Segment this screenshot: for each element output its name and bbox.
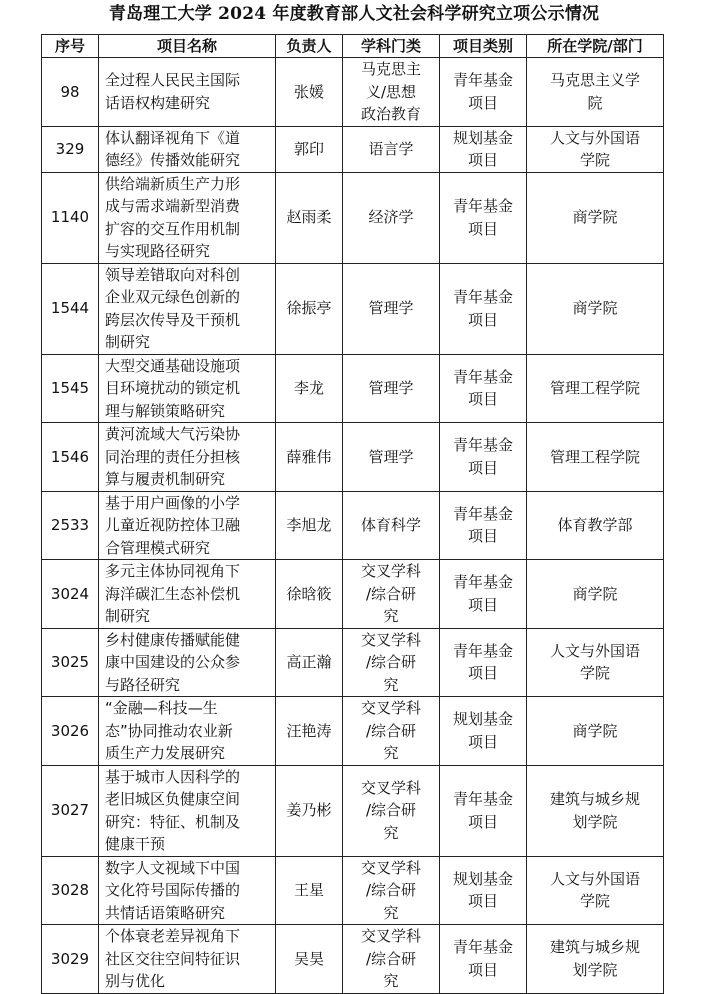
cell-project-name-line: 企业双元绿色创新的	[105, 288, 241, 306]
cell-category-line: 项目	[467, 960, 498, 979]
cell-department-line: 商学院	[572, 299, 618, 318]
cell-category-line: 规划基金	[452, 869, 513, 888]
project-table	[41, 34, 664, 994]
cell-id	[42, 925, 99, 994]
header-department: 所在学院/部门	[527, 35, 664, 58]
cell-leader-line: 郭印	[293, 139, 324, 158]
cell-category-line: 规划基金	[452, 128, 513, 147]
cell-id-line: 3029	[50, 949, 90, 968]
cell-project-name-line: 领导差错取向对科创	[105, 265, 241, 284]
cell-department-line: 划学院	[572, 960, 618, 979]
cell-discipline-line: 交叉学科	[360, 699, 421, 717]
table-row	[42, 856, 664, 925]
cell-department-line: 学院	[579, 892, 610, 911]
cell-category-line: 项目	[467, 732, 498, 751]
cell-id	[42, 263, 99, 354]
cell-discipline	[343, 263, 440, 354]
cell-id	[42, 423, 99, 492]
cell-category-line: 规划基金	[452, 710, 513, 729]
cell-category	[440, 491, 527, 560]
cell-category-line: 项目	[467, 151, 498, 169]
cell-discipline-line: 交叉学科	[360, 927, 421, 945]
cell-department-line: 人文与外国语	[549, 128, 640, 147]
cell-id-line: 98	[60, 82, 80, 101]
cell-department-line: 商学院	[572, 584, 618, 603]
cell-department	[527, 491, 664, 560]
cell-id-line: 2533	[50, 516, 90, 534]
cell-project-name	[99, 560, 276, 629]
cell-project-name-line: 基于用户画像的小学	[105, 493, 241, 512]
cell-project-name-line: 与实现路径研究	[105, 242, 211, 260]
cell-leader	[276, 697, 343, 766]
cell-discipline-line: /综合研	[365, 584, 417, 603]
cell-id	[42, 856, 99, 925]
cell-category	[440, 765, 527, 856]
cell-leader	[276, 765, 343, 856]
cell-discipline-line: 管理学	[368, 447, 414, 466]
cell-department-line: 商学院	[572, 721, 618, 740]
cell-discipline	[343, 628, 440, 697]
cell-leader	[276, 126, 343, 172]
cell-category-line: 项目	[467, 892, 498, 911]
cell-id-line: 329	[55, 139, 85, 158]
cell-category-line: 项目	[467, 527, 498, 546]
cell-id	[42, 765, 99, 856]
cell-id-line: 3027	[50, 801, 90, 820]
cell-id-line: 3025	[50, 653, 90, 671]
cell-discipline-line: 交叉学科	[360, 562, 421, 580]
cell-discipline-line: /综合研	[365, 721, 417, 740]
cell-project-name-line: 成与需求端新型消费	[105, 197, 241, 215]
cell-id	[42, 560, 99, 629]
cell-id	[42, 58, 99, 127]
cell-project-name-line: 大型交通基础设施项	[105, 356, 241, 375]
cell-discipline	[343, 58, 440, 127]
cell-leader	[276, 58, 343, 127]
cell-project-name	[99, 126, 276, 172]
cell-project-name-line: 体认翻译视角下《道	[105, 128, 241, 147]
cell-project-name-line: 算与履责机制研究	[105, 470, 226, 488]
cell-department-line: 人文与外国语	[549, 641, 640, 660]
cell-project-name	[99, 765, 276, 856]
cell-category-line: 青年基金	[452, 288, 513, 306]
table-header-row	[42, 35, 664, 58]
cell-project-name-line: 多元主体协同视角下	[105, 562, 241, 580]
cell-leader	[276, 423, 343, 492]
cell-project-name-line: 老旧城区负健康空间	[105, 790, 241, 808]
cell-discipline	[343, 172, 440, 263]
cell-project-name-line: 数字人文视域下中国	[105, 858, 241, 877]
cell-category-line: 青年基金	[452, 367, 513, 386]
cell-project-name-line: 研究：特征、机制及	[105, 812, 241, 831]
cell-project-name	[99, 925, 276, 994]
cell-project-name-line: 合管理模式研究	[105, 538, 211, 557]
cell-category-line: 项目	[467, 812, 498, 831]
cell-department-line: 体育教学部	[557, 516, 633, 534]
cell-project-name-line: 儿童近视防控体卫融	[105, 516, 241, 534]
cell-department	[527, 697, 664, 766]
cell-leader	[276, 354, 343, 423]
cell-department-line: 划学院	[572, 812, 618, 831]
cell-category	[440, 423, 527, 492]
cell-discipline	[343, 491, 440, 560]
cell-department	[527, 354, 664, 423]
cell-discipline-line: 交叉学科	[360, 858, 421, 877]
cell-leader-line: 徐振亭	[286, 299, 332, 318]
cell-project-name-line: 健康干预	[105, 835, 166, 853]
cell-category-line: 青年基金	[452, 938, 513, 957]
cell-department-line: 管理工程学院	[549, 447, 640, 466]
cell-department-line: 马克思主义学	[549, 71, 640, 90]
cell-project-name	[99, 172, 276, 263]
cell-discipline-line: 交叉学科	[360, 630, 421, 649]
cell-project-name-line: 目环境扰动的锁定机	[105, 379, 241, 397]
cell-category-line: 青年基金	[452, 641, 513, 660]
cell-department	[527, 423, 664, 492]
cell-category	[440, 856, 527, 925]
cell-project-name-line: 共情话语策略研究	[105, 903, 226, 922]
cell-id	[42, 126, 99, 172]
cell-project-name	[99, 491, 276, 560]
cell-project-name-line: 个体衰老差异视角下	[105, 927, 241, 945]
cell-discipline-line: /综合研	[365, 881, 417, 899]
cell-project-name-line: 扩容的交互作用机制	[105, 219, 241, 238]
cell-project-name	[99, 423, 276, 492]
cell-category-line: 项目	[467, 458, 498, 477]
cell-leader	[276, 628, 343, 697]
cell-discipline-line: 究	[383, 823, 399, 842]
cell-id-line: 1546	[50, 447, 90, 466]
cell-leader-line: 吴昊	[293, 949, 324, 968]
table-row	[42, 925, 664, 994]
cell-project-name	[99, 697, 276, 766]
cell-department	[527, 172, 664, 263]
cell-category-line: 青年基金	[452, 197, 513, 215]
cell-category-line: 项目	[467, 93, 498, 112]
cell-leader-line: 姜乃彬	[286, 801, 332, 820]
cell-department-line: 院	[587, 93, 603, 112]
cell-department	[527, 628, 664, 697]
cell-project-name-line: 态”协同推动农业新	[105, 721, 233, 740]
cell-discipline	[343, 697, 440, 766]
cell-project-name-line: 同治理的责任分担核	[105, 447, 241, 466]
cell-leader	[276, 856, 343, 925]
cell-department	[527, 126, 664, 172]
cell-discipline-line: 政治教育	[360, 105, 421, 123]
cell-discipline-line: 究	[383, 675, 399, 694]
table-row	[42, 423, 664, 492]
cell-discipline-line: 语言学	[368, 139, 414, 158]
cell-discipline	[343, 354, 440, 423]
cell-id	[42, 172, 99, 263]
cell-discipline-line: 究	[383, 903, 399, 922]
cell-department	[527, 925, 664, 994]
cell-id-line: 1544	[50, 299, 90, 318]
cell-project-name-line: 黄河流域大气污染协	[105, 425, 241, 443]
cell-discipline-line: 管理学	[368, 299, 414, 318]
cell-project-name-line: 与路径研究	[105, 675, 181, 694]
cell-department-line: 学院	[579, 151, 610, 169]
cell-project-name-line: 供给端新质生产力形	[105, 174, 241, 193]
cell-category	[440, 126, 527, 172]
cell-discipline-line: /综合研	[365, 949, 417, 968]
cell-project-name-line: 话语权构建研究	[105, 93, 211, 112]
cell-department	[527, 765, 664, 856]
cell-department-line: 商学院	[572, 208, 618, 227]
cell-project-name	[99, 263, 276, 354]
cell-leader-line: 薛雅伟	[286, 447, 332, 466]
cell-category-line: 项目	[467, 595, 498, 614]
cell-discipline-line: 究	[383, 972, 399, 990]
cell-leader-line: 李龙	[293, 379, 324, 397]
cell-project-name	[99, 354, 276, 423]
cell-project-name-line: 理与解锁策略研究	[105, 401, 226, 420]
cell-category-line: 项目	[467, 664, 498, 683]
table-row	[42, 628, 664, 697]
table-row	[42, 126, 664, 172]
cell-category	[440, 263, 527, 354]
cell-discipline-line: /综合研	[365, 801, 417, 820]
cell-project-name-line: 制研究	[105, 607, 151, 625]
cell-department	[527, 856, 664, 925]
cell-leader-line: 高正瀚	[286, 653, 332, 671]
cell-discipline	[343, 423, 440, 492]
cell-project-name	[99, 628, 276, 697]
cell-discipline-line: 马克思主	[360, 60, 421, 78]
cell-category-line: 青年基金	[452, 71, 513, 90]
cell-leader-line: 徐晗筱	[286, 584, 332, 603]
cell-category-line: 青年基金	[452, 436, 513, 455]
cell-id-line: 3026	[50, 721, 90, 740]
cell-discipline	[343, 925, 440, 994]
cell-category	[440, 628, 527, 697]
table-row	[42, 58, 664, 127]
cell-category	[440, 58, 527, 127]
cell-department-line: 管理工程学院	[549, 379, 640, 397]
cell-leader-line: 赵雨柔	[286, 208, 332, 227]
header-id: 序号	[42, 35, 99, 58]
cell-department-line: 人文与外国语	[549, 869, 640, 888]
cell-id-line: 1140	[50, 208, 90, 227]
page-title: 青岛理工大学 2024 年度教育部人文社会科学研究立项公示情况	[108, 4, 600, 24]
header-discipline: 学科门类	[343, 35, 440, 58]
cell-category	[440, 354, 527, 423]
cell-project-name-line: “金融—科技—生	[105, 699, 218, 717]
cell-id	[42, 354, 99, 423]
cell-project-name-line: 海洋碳汇生态补偿机	[105, 584, 241, 603]
cell-category-line: 项目	[467, 390, 498, 409]
cell-leader-line: 李旭龙	[286, 516, 332, 534]
cell-project-name-line: 社区交往空间特征识	[105, 949, 241, 968]
cell-id-line: 3024	[50, 584, 90, 603]
cell-department-line: 建筑与城乡规	[549, 790, 640, 808]
cell-category-line: 项目	[467, 219, 498, 238]
cell-discipline	[343, 856, 440, 925]
cell-category	[440, 925, 527, 994]
cell-id-line: 1545	[50, 379, 90, 397]
cell-leader-line: 汪艳涛	[286, 721, 332, 740]
table-row	[42, 765, 664, 856]
cell-category-line: 青年基金	[452, 573, 513, 592]
cell-project-name-line: 跨层次传导及干预机	[105, 310, 241, 329]
cell-leader-line: 张媛	[293, 82, 324, 101]
cell-department	[527, 263, 664, 354]
cell-project-name-line: 基于城市人因科学的	[105, 767, 241, 786]
cell-department	[527, 58, 664, 127]
cell-discipline-line: 体育科学	[360, 516, 421, 534]
cell-project-name-line: 制研究	[105, 333, 151, 351]
header-project-name: 项目名称	[99, 35, 276, 58]
cell-id	[42, 628, 99, 697]
cell-project-name-line: 文化符号国际传播的	[105, 881, 241, 899]
cell-department-line: 建筑与城乡规	[549, 938, 640, 957]
cell-leader	[276, 172, 343, 263]
cell-leader	[276, 560, 343, 629]
cell-department	[527, 560, 664, 629]
cell-project-name-line: 乡村健康传播赋能健	[105, 630, 241, 649]
cell-department-line: 学院	[579, 664, 610, 683]
cell-discipline-line: 管理学	[368, 379, 414, 397]
header-category: 项目类别	[440, 35, 527, 58]
cell-discipline-line: 究	[383, 744, 399, 762]
cell-discipline	[343, 765, 440, 856]
cell-category	[440, 697, 527, 766]
cell-project-name-line: 全过程人民民主国际	[105, 71, 241, 90]
cell-discipline-line: 交叉学科	[360, 778, 421, 797]
cell-project-name-line: 别与优化	[105, 972, 166, 990]
cell-project-name-line: 康中国建设的公众参	[105, 653, 241, 671]
cell-discipline-line: 经济学	[368, 208, 414, 227]
cell-discipline	[343, 126, 440, 172]
cell-discipline-line: /综合研	[365, 653, 417, 671]
cell-leader	[276, 491, 343, 560]
cell-category	[440, 560, 527, 629]
table-row	[42, 697, 664, 766]
cell-category-line: 青年基金	[452, 504, 513, 523]
cell-category-line: 青年基金	[452, 790, 513, 808]
cell-project-name	[99, 856, 276, 925]
cell-project-name	[99, 58, 276, 127]
cell-id	[42, 697, 99, 766]
table-row	[42, 263, 664, 354]
cell-leader	[276, 925, 343, 994]
table-row	[42, 354, 664, 423]
cell-id-line: 3028	[50, 881, 90, 899]
cell-project-name-line: 质生产力发展研究	[105, 744, 226, 762]
table-row	[42, 560, 664, 629]
cell-leader-line: 王星	[293, 881, 324, 899]
cell-discipline-line: 义/思想	[365, 82, 417, 101]
cell-id	[42, 491, 99, 560]
table-row	[42, 491, 664, 560]
cell-discipline-line: 究	[383, 607, 399, 625]
table-row	[42, 172, 664, 263]
cell-project-name-line: 德经》传播效能研究	[105, 151, 241, 169]
cell-category	[440, 172, 527, 263]
header-leader: 负责人	[276, 35, 343, 58]
cell-category-line: 项目	[467, 310, 498, 329]
cell-leader	[276, 263, 343, 354]
cell-discipline	[343, 560, 440, 629]
